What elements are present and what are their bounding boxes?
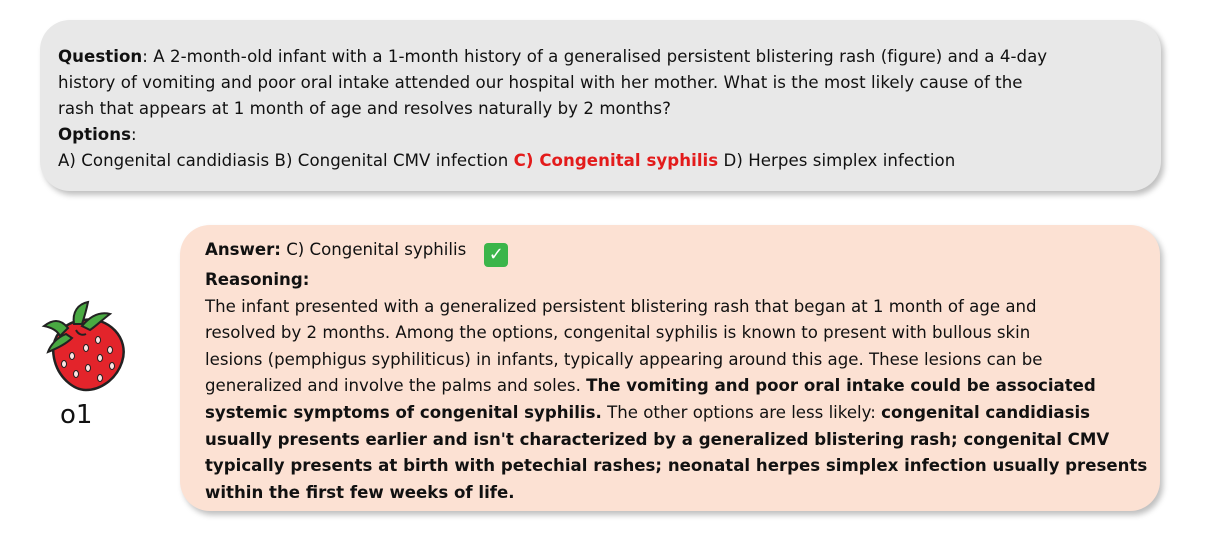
options-line: [58, 148, 1143, 174]
question-label: Question: [58, 47, 143, 66]
strawberry-icon: [38, 298, 128, 394]
check-mark-icon: ✓: [484, 243, 508, 267]
question-card: [40, 20, 1161, 191]
question-text-1: : A 2-month-old infant with a 1-month history of a generalised persistent blistering rash (figure) and a 4-day: [142, 47, 1048, 66]
answer-value: C) Congenital syphilis: [280, 240, 467, 259]
reasoning-line-7: typically presents at birth with petechial rashes; neonatal herpes simplex infection usually presents: [205, 456, 1148, 476]
question-line-1: [58, 44, 1143, 70]
reasoning-line-4: [205, 373, 1142, 400]
option-c-correct: C) Congenital syphilis: [513, 151, 719, 170]
reasoning-line-5b: The other options are less likely:: [601, 402, 882, 422]
option-a-b: A) Congenital candidiasis B) Congenital CMV infection: [58, 151, 514, 170]
reasoning-line-8: within the first few weeks of life.: [205, 482, 515, 502]
reasoning-line-5a: systemic symptoms of congenital syphilis.: [205, 402, 602, 422]
options-header: [58, 122, 1143, 148]
reasoning-line-5c: congenital candidiasis: [881, 402, 1091, 422]
question-text-2: history of vomiting and poor oral intake attended our hospital with her mother. What is the most likely cause of the: [58, 73, 1023, 92]
reasoning-line-6: usually presents earlier and isn't characterized by a generalized blistering rash; congenital CMV: [205, 429, 1110, 449]
options-label: Options: [58, 125, 132, 144]
reasoning-label: Reasoning:: [205, 270, 310, 289]
reasoning-line-3: lesions (pemphigus syphiliticus) in infants, typically appearing around this age. These lesions can be: [205, 349, 1043, 369]
options-colon: :: [131, 125, 137, 144]
reasoning-line-1: The infant presented with a generalized persistent blistering rash that began at 1 month of age and: [205, 296, 1037, 316]
reasoning-line-2: resolved by 2 months. Among the options, congenital syphilis is known to present with bullous skin: [205, 323, 1031, 343]
reasoning-line-5: [205, 400, 1142, 427]
reasoning-line-4b: The vomiting and poor oral intake could be associated: [586, 376, 1096, 396]
model-name: o1: [60, 400, 93, 430]
question-text-3: rash that appears at 1 month of age and resolves naturally by 2 months?: [58, 99, 671, 118]
answer-label: Answer:: [205, 240, 281, 259]
answer-card: [180, 225, 1160, 511]
option-d: D) Herpes simplex infection: [718, 151, 956, 170]
reasoning-line-4a: generalized and involve the palms and soles.: [205, 376, 587, 396]
answer-line: [205, 237, 1142, 267]
